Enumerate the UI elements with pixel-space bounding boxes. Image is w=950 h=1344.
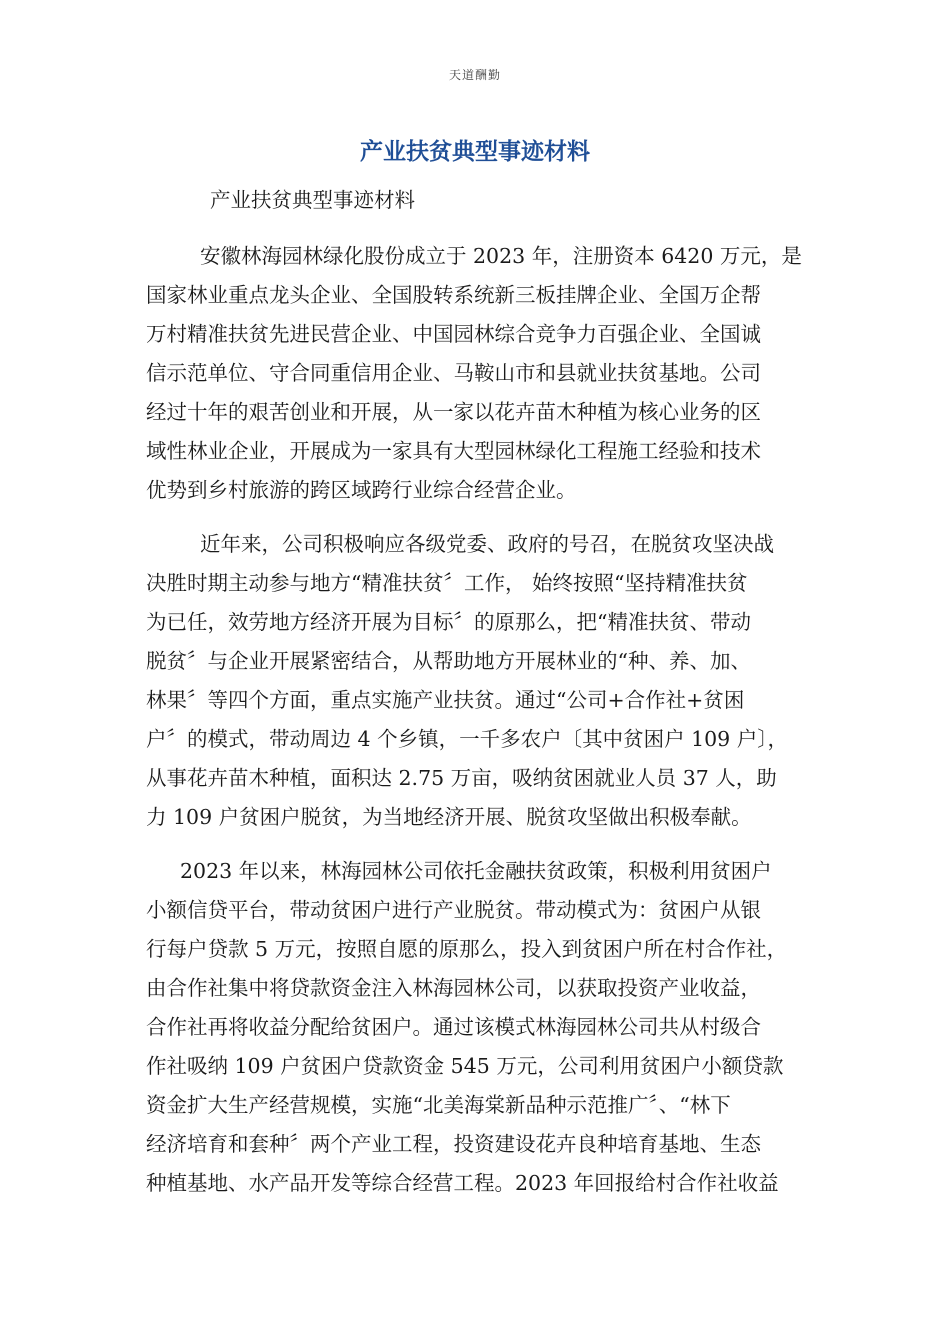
paragraph-line: 户〞的模式，带动周边 4 个乡镇，一千多农户〔其中贫困户 109 户〕， bbox=[146, 727, 788, 751]
paragraph-line: 信示范单位、守合同重信用企业、马鞍山市和县就业扶贫基地。公司 bbox=[146, 361, 761, 385]
paragraph-line: 万村精准扶贫先进民营企业、中国园林综合竞争力百强企业、全国诚 bbox=[146, 322, 761, 346]
paragraph-line: 从事花卉苗木种植，面积达 2.75 万亩，吸纳贫困就业人员 37 人，助 bbox=[146, 766, 777, 790]
paragraph-line: 安徽林海园林绿化股份成立于 2023 年，注册资本 6420 万元，是 bbox=[200, 244, 802, 268]
paragraph-line: 域性林业企业，开展成为一家具有大型园林绿化工程施工经验和技术 bbox=[146, 439, 761, 463]
paragraph-line: 经过十年的艰苦创业和开展，从一家以花卉苗木种植为核心业务的区 bbox=[146, 400, 761, 424]
paragraph-line: 林果〞等四个方面，重点实施产业扶贫。通过“公司+合作社+贫困 bbox=[146, 688, 745, 712]
paragraph-line: 合作社再将收益分配给贫困户。通过该模式林海园林公司共从村级合 bbox=[146, 1015, 761, 1039]
paragraph-line: 近年来，公司积极响应各级党委、政府的号召，在脱贫攻坚决战 bbox=[200, 532, 774, 556]
paragraph-line: 2023 年以来，林海园林公司依托金融扶贫政策，积极利用贫困户 bbox=[180, 859, 772, 883]
paragraph-line: 资金扩大生产经营规模，实施“北美海棠新品种示范推广〞、“林下 bbox=[146, 1093, 731, 1117]
paragraph-line: 经济培育和套种〞两个产业工程，投资建设花卉良种培育基地、生态 bbox=[146, 1132, 761, 1156]
paragraph-line: 作社吸纳 109 户贫困户贷款资金 545 万元，公司利用贫困户小额贷款 bbox=[146, 1054, 784, 1078]
paragraph-line: 由合作社集中将贷款资金注入林海园林公司，以获取投资产业收益， bbox=[146, 976, 761, 1000]
paragraph-line: 脱贫〞与企业开展紧密结合，从帮助地方开展林业的“种、养、加、 bbox=[146, 649, 751, 673]
paragraph-line: 国家林业重点龙头企业、全国股转系统新三板挂牌企业、全国万企帮 bbox=[146, 283, 761, 307]
paragraph-line: 行每户贷款 5 万元，按照自愿的原那么，投入到贫困户所在村合作社， bbox=[146, 937, 788, 961]
paragraph-line: 种植基地、水产品开发等综合经营工程。2023 年回报给村合作社收益 bbox=[146, 1171, 779, 1195]
document-title: 产业扶贫典型事迹材料 bbox=[360, 139, 590, 165]
paragraph-line: 为已任，效劳地方经济开展为目标〞的原那么，把“精准扶贫、带动 bbox=[146, 610, 751, 634]
page-header: 天道酬勤 bbox=[448, 68, 501, 82]
subtitle: 产业扶贫典型事迹材料 bbox=[210, 188, 415, 212]
paragraph-line: 力 109 户贫困户脱贫，为当地经济开展、脱贫攻坚做出积极奉献。 bbox=[146, 805, 752, 829]
paragraph-line: 优势到乡村旅游的跨区域跨行业综合经营企业。 bbox=[146, 478, 577, 502]
paragraph-line: 小额信贷平台，带动贫困户进行产业脱贫。带动模式为：贫困户从银 bbox=[146, 898, 761, 922]
paragraph-line: 决胜时期主动参与地方“精准扶贫〞工作， 始终按照“坚持精准扶贫 bbox=[146, 571, 748, 595]
